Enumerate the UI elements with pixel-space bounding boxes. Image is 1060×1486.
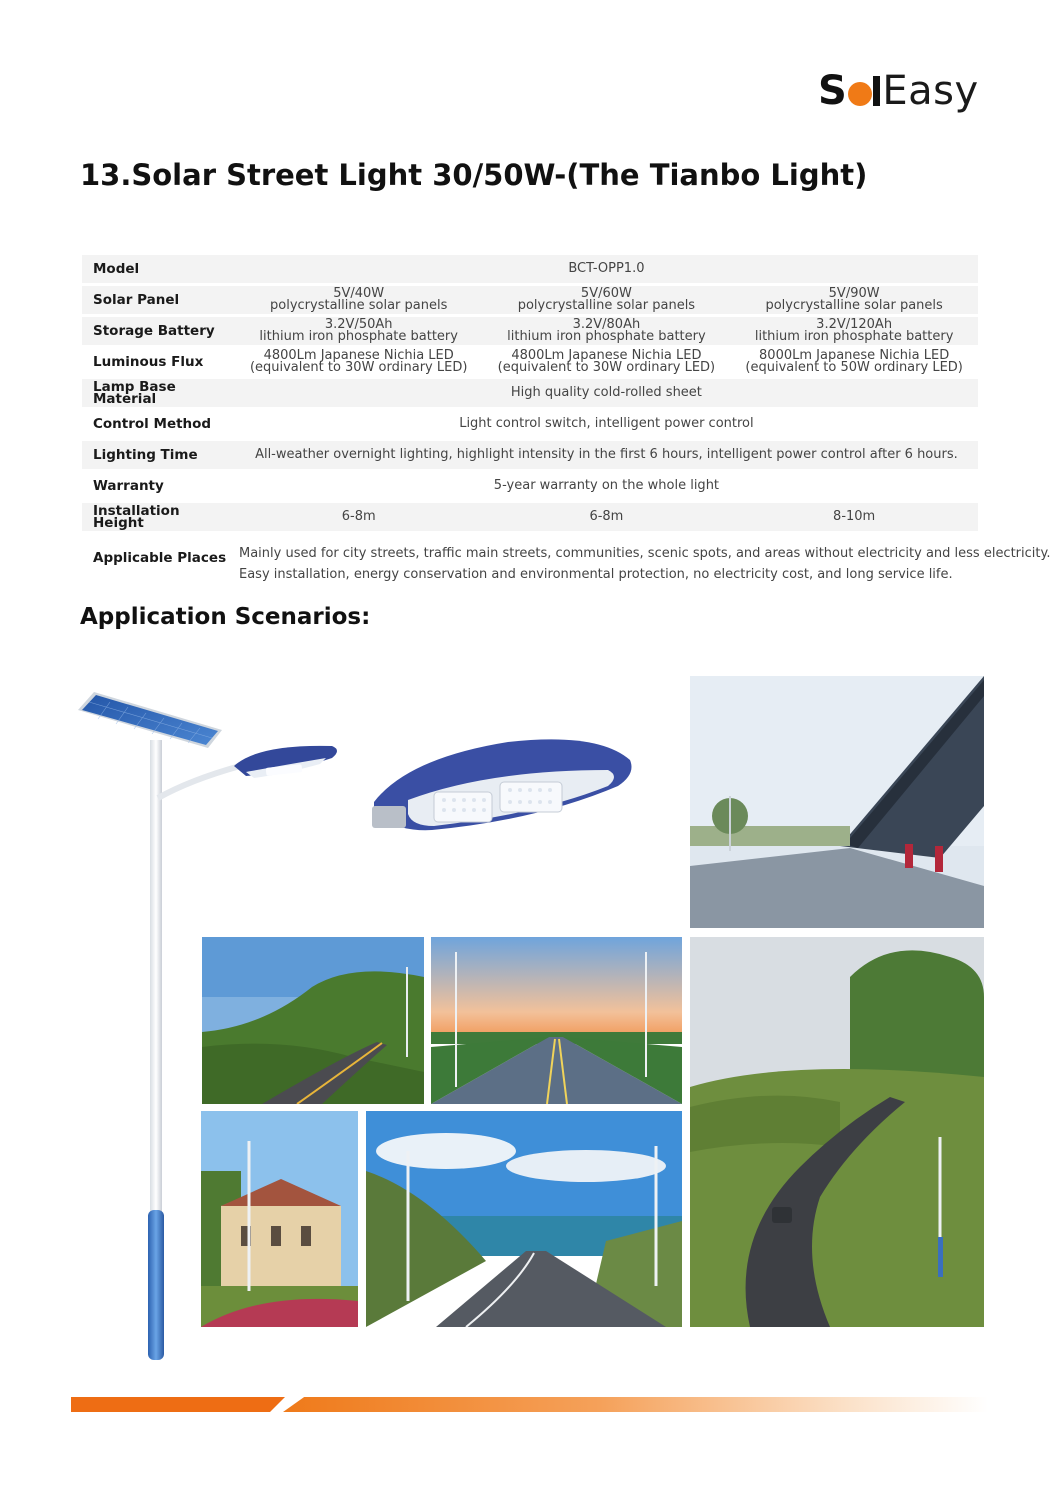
spec-value: 5-year warranty on the whole light bbox=[235, 472, 978, 500]
spec-value: 3.2V/50Ah bbox=[324, 317, 393, 332]
spec-value: polycrystalline solar panels bbox=[270, 298, 448, 313]
spec-label: Luminous Flux bbox=[82, 348, 235, 376]
spec-cell bbox=[483, 348, 731, 376]
spec-value: (equivalent to 30W ordinary LED) bbox=[249, 360, 468, 375]
spec-label: Lighting Time bbox=[82, 441, 235, 469]
spec-value: 3.2V/80Ah bbox=[572, 317, 641, 332]
spec-row-control-method bbox=[82, 410, 978, 438]
spec-cell bbox=[483, 317, 731, 345]
spec-value: (equivalent to 30W ordinary LED) bbox=[497, 360, 716, 375]
spec-label: Solar Panel bbox=[82, 286, 235, 314]
mountain-road-photo bbox=[202, 937, 424, 1104]
vineyard-road-photo bbox=[690, 937, 984, 1327]
spec-value: polycrystalline solar panels bbox=[517, 298, 696, 313]
coastal-road-photo bbox=[366, 1111, 682, 1327]
spec-value bbox=[239, 543, 1050, 585]
spec-cell bbox=[730, 286, 978, 314]
spec-value: All-weather overnight lighting, highlight intensity in the first 6 hours, intelligent power control after 6 hours. bbox=[235, 441, 978, 469]
spec-value: 5V/40W bbox=[333, 286, 385, 301]
sunset-highway-photo bbox=[431, 937, 682, 1104]
spec-value: lithium iron phosphate battery bbox=[259, 329, 458, 344]
page-title: 13.Solar Street Light 30/50W-(The Tianbo Light) bbox=[80, 158, 868, 192]
spec-row-lamp-base bbox=[82, 379, 978, 407]
spec-label: Lamp Base Material bbox=[82, 379, 235, 407]
spec-cell bbox=[730, 348, 978, 376]
spec-row-solar-panel bbox=[82, 286, 978, 314]
spec-value: 5V/60W bbox=[580, 286, 632, 301]
spec-row-storage-battery bbox=[82, 317, 978, 345]
spec-value: BCT-OPP1.0 bbox=[235, 255, 978, 283]
spec-cell bbox=[235, 286, 483, 314]
spec-cell bbox=[730, 317, 978, 345]
spec-value: 8-10m bbox=[730, 503, 978, 531]
spec-value: polycrystalline solar panels bbox=[765, 298, 943, 313]
places-line-1: Mainly used for city streets, traffic main streets, communities, scenic spots, and areas without electricity and less electricity. bbox=[239, 546, 1051, 561]
logo-sun-icon bbox=[848, 82, 872, 106]
brand-logo bbox=[818, 66, 979, 116]
spec-label: Control Method bbox=[82, 410, 235, 438]
spec-value: 4800Lm Japanese Nichia LED bbox=[263, 348, 454, 363]
section-title: Application Scenarios: bbox=[80, 604, 371, 630]
spec-value: Light control switch, intelligent power control bbox=[235, 410, 978, 438]
footer-stripe-gradient bbox=[283, 1397, 988, 1412]
spec-label: Applicable Places bbox=[93, 550, 227, 566]
logo-letter-s: S bbox=[818, 68, 848, 114]
spec-value: (equivalent to 50W ordinary LED) bbox=[745, 360, 963, 375]
spec-row-luminous-flux bbox=[82, 348, 978, 376]
spec-value: 4800Lm Japanese Nichia LED bbox=[511, 348, 702, 363]
spec-row-installation-height bbox=[82, 503, 978, 531]
spec-value: 3.2V/120Ah bbox=[816, 317, 893, 332]
spec-value: 8000Lm Japanese Nichia LED bbox=[759, 348, 950, 363]
spec-row-model bbox=[82, 255, 978, 283]
villa-street-light-photo bbox=[201, 1111, 358, 1327]
spec-label: Warranty bbox=[82, 472, 235, 500]
parking-canopy-photo bbox=[690, 676, 984, 928]
spec-row-applicable-places bbox=[82, 538, 1051, 586]
spec-label: Installation Height bbox=[82, 503, 235, 531]
spec-label: Model bbox=[82, 255, 235, 283]
spec-cell bbox=[235, 348, 483, 376]
spec-value: 6-8m bbox=[483, 503, 731, 531]
spec-value: 5V/90W bbox=[828, 286, 880, 301]
spec-cell bbox=[235, 317, 483, 345]
spec-table bbox=[82, 252, 978, 534]
spec-row-warranty bbox=[82, 472, 978, 500]
logo-word-easy: Easy bbox=[882, 68, 979, 114]
spec-cell bbox=[483, 286, 731, 314]
spec-value: High quality cold-rolled sheet bbox=[235, 379, 978, 407]
spec-value: lithium iron phosphate battery bbox=[507, 329, 706, 344]
spec-value: 6-8m bbox=[235, 503, 483, 531]
footer-stripe-solid bbox=[71, 1397, 285, 1412]
places-line-2: Easy installation, energy conservation and environmental protection, no electricity cost, and long service life. bbox=[239, 567, 953, 582]
spec-row-lighting-time bbox=[82, 441, 978, 469]
spec-value: lithium iron phosphate battery bbox=[754, 329, 954, 344]
lamp-head-image bbox=[368, 730, 638, 840]
logo-bar-mark bbox=[873, 76, 880, 106]
spec-label: Storage Battery bbox=[82, 317, 235, 345]
